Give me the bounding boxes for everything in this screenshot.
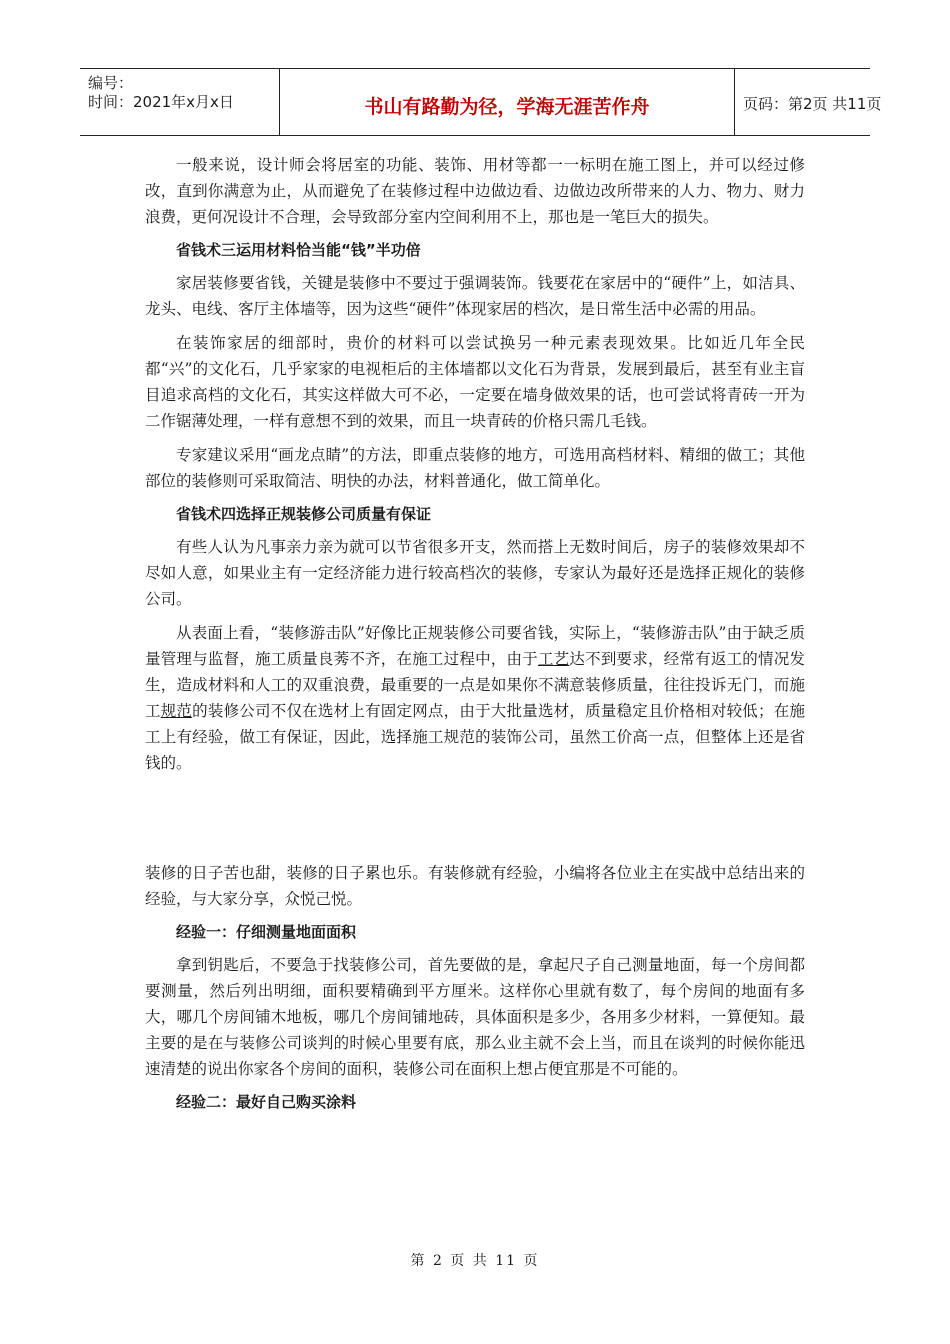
header-info-cell <box>80 69 280 135</box>
paragraph: 有些人认为凡事亲力亲为就可以节省很多开支，然而搭上无数时间后，房子的装修效果却不尽如人意，如果业主有一定经济能力进行较高档次的装修，专家认为最好还是选择正规化的装修公司。 <box>145 538 805 608</box>
paragraph: 专家建议采用“画龙点睛”的方法，即重点装修的地方，可选用高档材料、精细的做工；其他部位的装修则可采取简洁、明快的办法，材料普通化，做工简单化。 <box>145 446 805 490</box>
header-page-cell <box>735 69 882 135</box>
paragraph: 装修的日子苦也甜，装修的日子累也乐。有装修就有经验，小编将各位业主在实战中总结出来的经验，与大家分享，众悦己悦。 <box>145 864 805 908</box>
section-heading: 经验一：仔细测量地面面积 <box>176 923 357 941</box>
paragraph: 一般来说，设计师会将居室的功能、装饰、用材等都一一标明在施工图上，并可以经过修改，直到你满意为止，从而避免了在装修过程中边做边看、边做边改所带来的人力、物力、财力浪费，更何况设计不合理，会导致部分室内空间利用不上，那也是一笔巨大的损失。 <box>145 156 805 226</box>
paragraph-text: 从表面上看，“装修游击队”好像比正规装修公司要省钱，实际上，“装修游击队”由于缺乏质量管理与监督，施工质量良莠不齐，在施工过程中，由于 <box>145 624 805 668</box>
header-page-info: 页码：第2页 共11页 <box>743 95 882 113</box>
header-motto: 书山有路勤为径，学海无涯苦作舟 <box>364 96 650 118</box>
page-footer: 第 2 页 共 11 页 <box>410 1253 540 1269</box>
section-heading: 经验二：最好自己购买涂料 <box>176 1093 357 1111</box>
document-number-label: 编号： <box>88 74 134 92</box>
section-heading: 省钱术三运用材料恰当能“钱”半功倍 <box>176 241 421 259</box>
document-date-label: 时间：2021年x月x日 <box>88 93 234 111</box>
paragraph <box>145 620 805 776</box>
document-body <box>145 152 805 1122</box>
paragraph-text: 的装修公司不仅在选材上有固定网点，由于大批量选材，质量稳定且价格相对较低；在施工上有经验，做工有保证，因此，选择施工规范的装饰公司，虽然工价高一点，但整体上还是省钱的。 <box>145 702 805 772</box>
paragraph: 在装饰家居的细部时，贵价的材料可以尝试换另一种元素表现效果。比如近几年全民都“兴”的文化石，几乎家家的电视柜后的主体墙都以文化石为背景，发展到最后，甚至有业主盲目追求高档的文化石，其实这样做大可不必，一定要在墙身做效果的话，也可尝试将青砖一开为二作锯薄处理，一样有意想不到的效果，而且一块青砖的价格只需几毛钱。 <box>145 334 805 430</box>
craft-link[interactable]: 工艺 <box>537 650 570 668</box>
paragraph-text: 达不到要求，经常有返工的情况发生，造成材料和人工的双重浪费，最重要的一点是如果你不满意装修质量，往往投诉无门，而施工 <box>145 650 805 720</box>
standard-link[interactable]: 规范 <box>160 702 193 720</box>
paragraph: 家居装修要省钱，关键是装修中不要过于强调装饰。钱要花在家居中的“硬件”上，如洁具、龙头、电线、客厅主体墙等，因为这些“硬件”体现家居的档次，是日常生活中必需的用品。 <box>145 274 805 318</box>
page-header <box>80 68 882 136</box>
paragraph: 拿到钥匙后，不要急于找装修公司，首先要做的是，拿起尺子自己测量地面，每一个房间都要测量，然后列出明细，面积要精确到平方厘米。这样你心里就有数了，每个房间的地面有多大，哪几个房间铺木地板，哪几个房间铺地砖，具体面积是多少，各用多少材料，一算便知。最主要的是在与装修公司谈判的时候心里要有底，那么业主就不会上当，而且在谈判的时候你能迅速清楚的说出你家各个房间的面积，装修公司在面积上想占便宜那是不可能的。 <box>145 956 805 1078</box>
header-motto-cell <box>280 69 735 135</box>
section-heading: 省钱术四选择正规装修公司质量有保证 <box>176 505 432 523</box>
